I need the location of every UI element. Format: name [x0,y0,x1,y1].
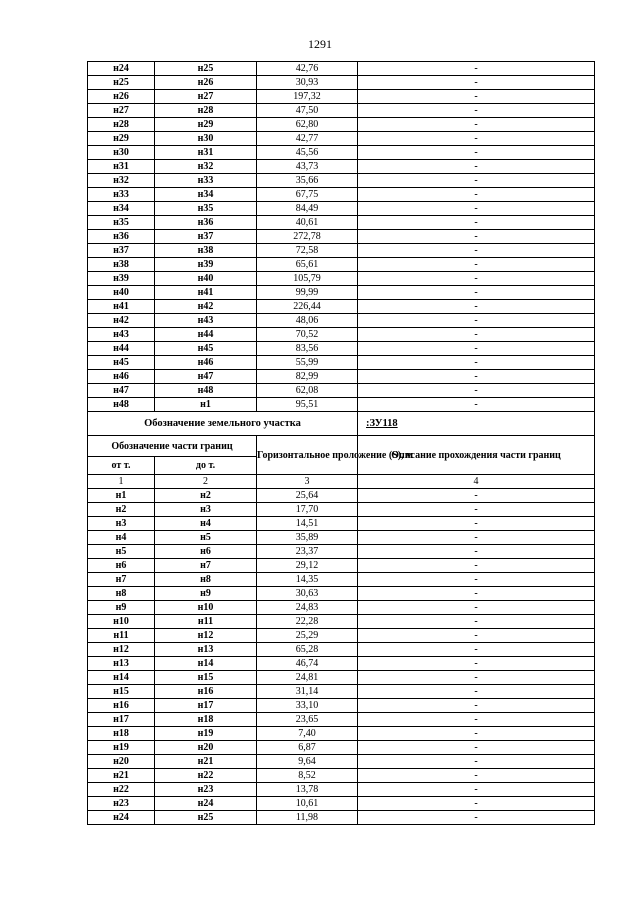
cell-from: н3 [88,517,155,531]
cell-description: - [358,713,595,727]
cell-from: н4 [88,531,155,545]
table-row [88,132,595,146]
header-from: от т. [88,457,155,475]
header-to: до т. [155,457,257,475]
table-row [88,104,595,118]
cell-to: н9 [155,587,257,601]
cell-description: - [358,104,595,118]
cell-to: н19 [155,727,257,741]
cell-description: - [358,202,595,216]
table-row [88,216,595,230]
cell-from: н45 [88,356,155,370]
cell-description: - [358,118,595,132]
cell-from: н39 [88,272,155,286]
cell-to: н6 [155,545,257,559]
cell-from: н33 [88,188,155,202]
cell-from: н40 [88,286,155,300]
table-row [88,398,595,412]
table-row [88,713,595,727]
table-row [88,657,595,671]
cell-distance: 45,56 [257,146,358,160]
cell-description: - [358,356,595,370]
land-plot-row [88,412,595,436]
table-row [88,146,595,160]
cell-to: н17 [155,699,257,713]
cell-distance: 24,81 [257,671,358,685]
cell-from: н31 [88,160,155,174]
cell-distance: 13,78 [257,783,358,797]
cell-to: н8 [155,573,257,587]
cell-description: - [358,699,595,713]
cell-distance: 24,83 [257,601,358,615]
table-row [88,90,595,104]
table-row [88,559,595,573]
cell-from: н29 [88,132,155,146]
cell-from: н47 [88,384,155,398]
cell-description: - [358,300,595,314]
header-boundary-parts: Обозначение части границ [88,436,257,457]
cell-distance: 29,12 [257,559,358,573]
table-row [88,202,595,216]
header-numbers-row [88,475,595,489]
cell-distance: 105,79 [257,272,358,286]
cell-from: н19 [88,741,155,755]
cell-distance: 6,87 [257,741,358,755]
header-num-1: 1 [88,475,155,489]
cell-distance: 30,93 [257,76,358,90]
cell-from: н25 [88,76,155,90]
cell-from: н13 [88,657,155,671]
cell-to: н22 [155,769,257,783]
cell-distance: 17,70 [257,503,358,517]
cell-description: - [358,517,595,531]
boundary-table [87,61,595,825]
table-row [88,62,595,76]
table-row [88,699,595,713]
cell-to: н30 [155,132,257,146]
cell-from: н10 [88,615,155,629]
cell-to: н42 [155,300,257,314]
table-row [88,328,595,342]
cell-distance: 65,28 [257,643,358,657]
cell-from: н43 [88,328,155,342]
cell-distance: 99,99 [257,286,358,300]
cell-description: - [358,398,595,412]
table-row [88,671,595,685]
cell-description: - [358,741,595,755]
cell-to: н11 [155,615,257,629]
header-num-4: 4 [358,475,595,489]
table-row [88,314,595,328]
cell-description: - [358,811,595,825]
cell-from: н26 [88,90,155,104]
cell-to: н33 [155,174,257,188]
header-num-3: 3 [257,475,358,489]
cell-distance: 82,99 [257,370,358,384]
header-description: Описание прохождения части границ [358,436,595,475]
cell-distance: 42,77 [257,132,358,146]
cell-description: - [358,258,595,272]
cell-to: н25 [155,811,257,825]
cell-description: - [358,328,595,342]
cell-description: - [358,727,595,741]
cell-to: н44 [155,328,257,342]
cell-description: - [358,559,595,573]
cell-to: н16 [155,685,257,699]
cell-to: н41 [155,286,257,300]
table-row [88,769,595,783]
land-plot-value: :ЗУ118 [358,412,595,436]
cell-from: н23 [88,797,155,811]
cell-description: - [358,685,595,699]
cell-distance: 10,61 [257,797,358,811]
table-row [88,629,595,643]
cell-to: н29 [155,118,257,132]
cell-to: н31 [155,146,257,160]
cell-distance: 9,64 [257,755,358,769]
cell-from: н14 [88,671,155,685]
cell-distance: 35,66 [257,174,358,188]
cell-distance: 67,75 [257,188,358,202]
table-row [88,503,595,517]
cell-to: н32 [155,160,257,174]
cell-to: н21 [155,755,257,769]
cell-distance: 22,28 [257,615,358,629]
cell-from: н9 [88,601,155,615]
cell-from: н34 [88,202,155,216]
cell-distance: 25,29 [257,629,358,643]
cell-from: н15 [88,685,155,699]
table-row [88,727,595,741]
table-row [88,797,595,811]
cell-from: н41 [88,300,155,314]
cell-description: - [358,244,595,258]
cell-distance: 83,56 [257,342,358,356]
cell-to: н10 [155,601,257,615]
cell-distance: 46,74 [257,657,358,671]
table-row [88,587,595,601]
cell-description: - [358,230,595,244]
cell-distance: 14,35 [257,573,358,587]
cell-from: н30 [88,146,155,160]
cell-distance: 70,52 [257,328,358,342]
cell-description: - [358,160,595,174]
cell-from: н35 [88,216,155,230]
cell-from: н22 [88,783,155,797]
cell-distance: 95,51 [257,398,358,412]
cell-from: н5 [88,545,155,559]
table-row [88,615,595,629]
cell-description: - [358,272,595,286]
cell-description: - [358,587,595,601]
table-row [88,643,595,657]
cell-to: н39 [155,258,257,272]
cell-to: н2 [155,489,257,503]
cell-distance: 40,61 [257,216,358,230]
table-row [88,342,595,356]
cell-distance: 226,44 [257,300,358,314]
cell-distance: 11,98 [257,811,358,825]
table-row [88,531,595,545]
cell-to: н7 [155,559,257,573]
cell-distance: 47,50 [257,104,358,118]
cell-to: н46 [155,356,257,370]
cell-distance: 8,52 [257,769,358,783]
table-row [88,685,595,699]
table-row [88,517,595,531]
cell-description: - [358,76,595,90]
cell-description: - [358,216,595,230]
cell-to: н45 [155,342,257,356]
header-num-2: 2 [155,475,257,489]
cell-from: н36 [88,230,155,244]
cell-distance: 7,40 [257,727,358,741]
cell-from: н37 [88,244,155,258]
table-row [88,118,595,132]
cell-to: н24 [155,797,257,811]
cell-distance: 31,14 [257,685,358,699]
cell-to: н13 [155,643,257,657]
cell-distance: 35,89 [257,531,358,545]
cell-to: н47 [155,370,257,384]
cell-description: - [358,384,595,398]
cell-description: - [358,783,595,797]
cell-description: - [358,601,595,615]
table-row [88,755,595,769]
cell-distance: 23,65 [257,713,358,727]
table-row [88,384,595,398]
table-row [88,272,595,286]
cell-description: - [358,657,595,671]
cell-to: н36 [155,216,257,230]
cell-to: н14 [155,657,257,671]
header-row-1 [88,436,595,457]
table-row [88,370,595,384]
boundary-table-top-body [88,62,595,412]
cell-to: н3 [155,503,257,517]
cell-from: н20 [88,755,155,769]
cell-description: - [358,615,595,629]
cell-distance: 43,73 [257,160,358,174]
cell-distance: 62,08 [257,384,358,398]
cell-to: н12 [155,629,257,643]
table-row [88,258,595,272]
table-row [88,76,595,90]
page-number: 1291 [308,37,332,51]
cell-distance: 197,32 [257,90,358,104]
cell-from: н7 [88,573,155,587]
cell-from: н2 [88,503,155,517]
cell-to: н34 [155,188,257,202]
cell-distance: 33,10 [257,699,358,713]
cell-to: н1 [155,398,257,412]
cell-description: - [358,370,595,384]
cell-distance: 42,76 [257,62,358,76]
cell-from: н28 [88,118,155,132]
table-row [88,573,595,587]
table-row [88,160,595,174]
cell-from: н6 [88,559,155,573]
cell-from: н42 [88,314,155,328]
cell-to: н43 [155,314,257,328]
cell-to: н4 [155,517,257,531]
cell-from: н32 [88,174,155,188]
cell-to: н23 [155,783,257,797]
table-row [88,741,595,755]
table-row [88,601,595,615]
table-row [88,188,595,202]
cell-distance: 55,99 [257,356,358,370]
cell-distance: 23,37 [257,545,358,559]
cell-distance: 25,64 [257,489,358,503]
cell-description: - [358,503,595,517]
cell-from: н1 [88,489,155,503]
cell-description: - [358,286,595,300]
cell-to: н18 [155,713,257,727]
cell-from: н11 [88,629,155,643]
cell-description: - [358,545,595,559]
cell-distance: 48,06 [257,314,358,328]
cell-distance: 65,61 [257,258,358,272]
cell-to: н35 [155,202,257,216]
cell-to: н15 [155,671,257,685]
cell-description: - [358,342,595,356]
cell-description: - [358,629,595,643]
cell-description: - [358,314,595,328]
land-plot-label: Обозначение земельного участка [88,412,358,436]
cell-description: - [358,62,595,76]
header-distance: Горизонтальное проложение (S), м [257,436,358,475]
table-row [88,356,595,370]
cell-description: - [358,146,595,160]
cell-from: н44 [88,342,155,356]
cell-from: н12 [88,643,155,657]
cell-to: н37 [155,230,257,244]
cell-from: н17 [88,713,155,727]
cell-description: - [358,573,595,587]
cell-to: н38 [155,244,257,258]
cell-from: н21 [88,769,155,783]
table-row [88,244,595,258]
cell-distance: 14,51 [257,517,358,531]
cell-description: - [358,174,595,188]
cell-from: н48 [88,398,155,412]
table-row [88,783,595,797]
cell-description: - [358,531,595,545]
cell-from: н24 [88,811,155,825]
cell-from: н16 [88,699,155,713]
cell-distance: 30,63 [257,587,358,601]
table-row [88,286,595,300]
cell-to: н27 [155,90,257,104]
table-row [88,300,595,314]
cell-distance: 272,78 [257,230,358,244]
cell-to: н48 [155,384,257,398]
boundary-table-bottom-body [88,489,595,825]
cell-description: - [358,769,595,783]
cell-to: н25 [155,62,257,76]
cell-description: - [358,755,595,769]
table-row [88,545,595,559]
cell-description: - [358,643,595,657]
cell-description: - [358,132,595,146]
cell-to: н28 [155,104,257,118]
cell-description: - [358,489,595,503]
cell-to: н5 [155,531,257,545]
table-row [88,811,595,825]
cell-from: н24 [88,62,155,76]
cell-from: н27 [88,104,155,118]
cell-from: н38 [88,258,155,272]
cell-from: н46 [88,370,155,384]
table-row [88,174,595,188]
cell-description: - [358,188,595,202]
cell-from: н8 [88,587,155,601]
cell-to: н20 [155,741,257,755]
table-row [88,230,595,244]
boundary-table-header [88,412,595,489]
cell-distance: 62,80 [257,118,358,132]
cell-to: н26 [155,76,257,90]
cell-description: - [358,671,595,685]
cell-distance: 84,49 [257,202,358,216]
cell-from: н18 [88,727,155,741]
cell-to: н40 [155,272,257,286]
cell-description: - [358,90,595,104]
table-row [88,489,595,503]
cell-distance: 72,58 [257,244,358,258]
cell-description: - [358,797,595,811]
